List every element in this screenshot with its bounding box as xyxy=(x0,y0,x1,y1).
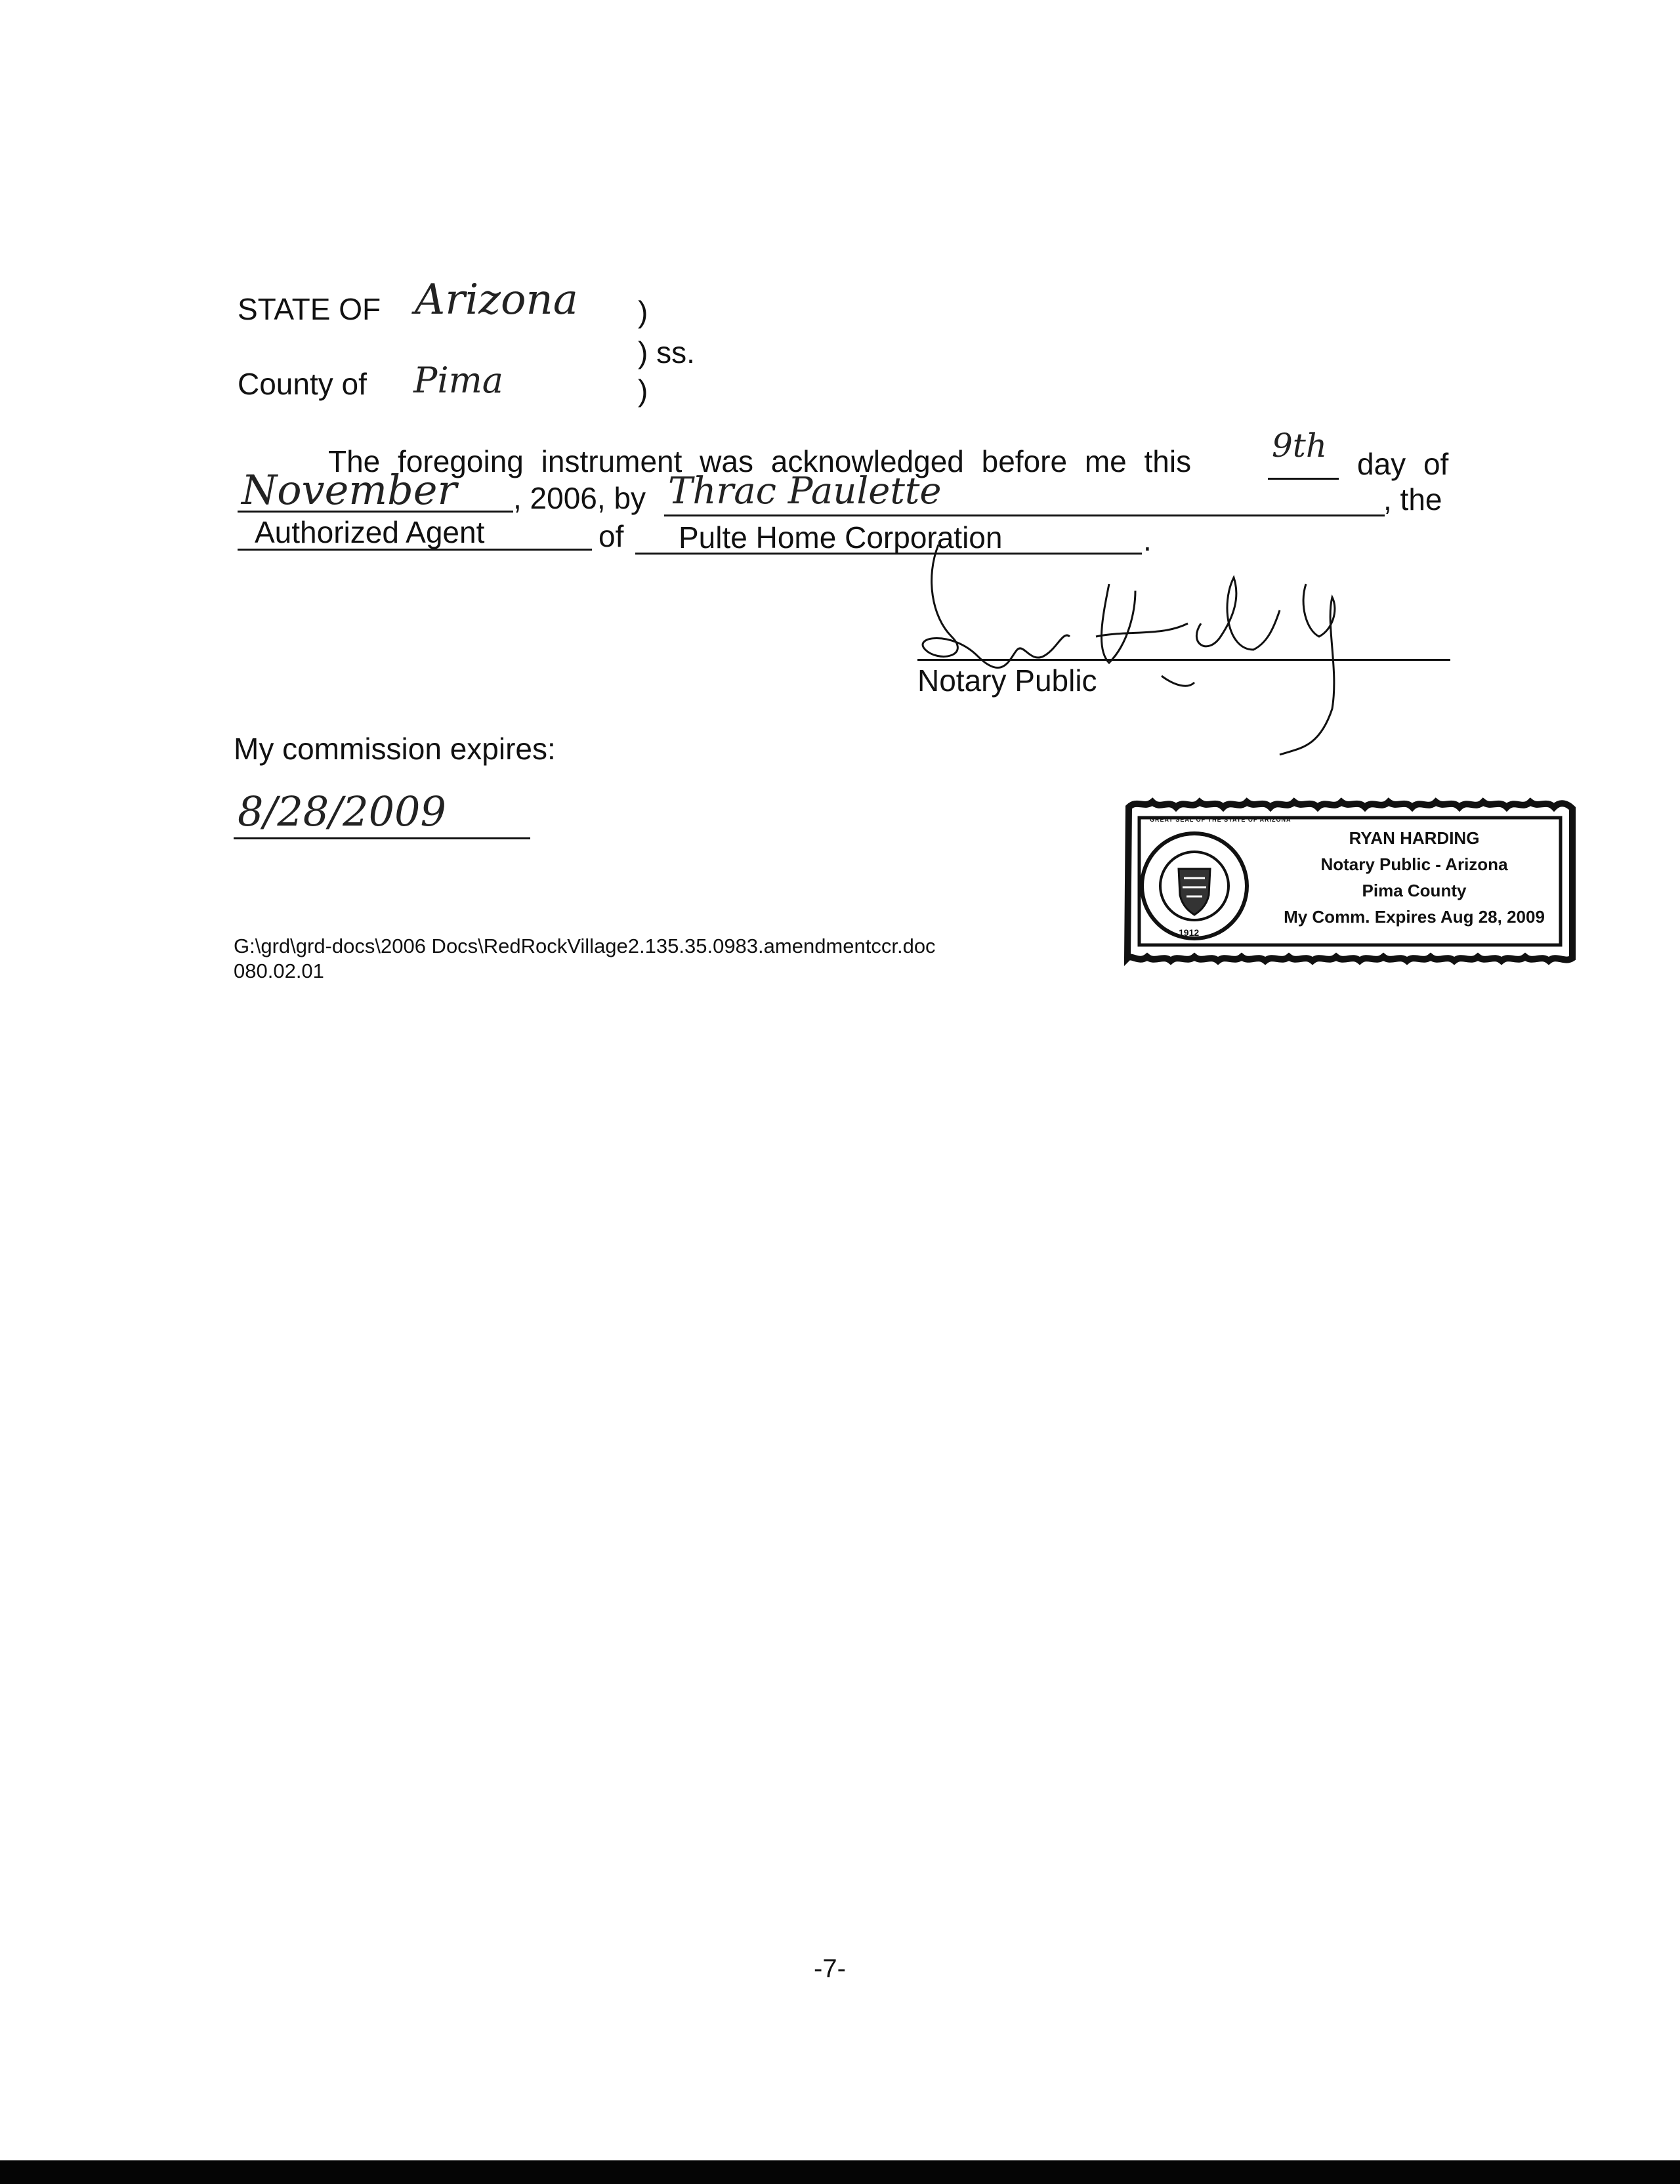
state-handwritten: Arizona xyxy=(415,276,578,324)
period: . xyxy=(1143,523,1152,557)
of-text: of xyxy=(598,519,624,553)
commission-date-handwritten: 8/28/2009 xyxy=(238,788,446,835)
the-text: , the xyxy=(1383,482,1442,516)
county-handwritten: Pima xyxy=(413,360,504,401)
year-by-text: , 2006, by xyxy=(513,481,646,515)
county-label: County of xyxy=(238,367,367,401)
notary-signature-image xyxy=(912,538,1398,761)
title-typed: Authorized Agent xyxy=(255,515,485,549)
day-of-text: day of xyxy=(1357,447,1449,481)
file-path: G:\grd\grd-docs\2006 Docs\RedRockVillage2.135.35.0983.amendmentccr.doc xyxy=(234,934,936,957)
day-handwritten: 9th xyxy=(1272,427,1328,465)
stamp-title: Notary Public - Arizona xyxy=(1320,854,1508,874)
stamp-expires: My Comm. Expires Aug 28, 2009 xyxy=(1284,907,1545,927)
title-underline xyxy=(238,549,592,551)
ack-line1: The foregoing instrument was acknowledged before me this xyxy=(328,444,1192,478)
month-handwritten: November xyxy=(242,466,457,514)
stamp-county: Pima County xyxy=(1362,881,1467,900)
day-underline xyxy=(1268,478,1339,480)
scan-edge xyxy=(0,2160,1680,2184)
seal-ring-text: GREAT SEAL OF THE STATE OF ARIZONA xyxy=(1150,816,1292,823)
company-typed: Pulte Home Corporation xyxy=(679,520,1003,555)
doc-code: 080.02.01 xyxy=(234,959,324,982)
page-number: -7- xyxy=(814,1954,846,1983)
stamp-name: RYAN HARDING xyxy=(1349,828,1480,848)
ss-mark: ) ss. xyxy=(638,335,695,369)
signer-handwritten: Thrac Paulette xyxy=(668,470,942,513)
signature-line xyxy=(917,659,1450,661)
seal-year: 1912 xyxy=(1179,927,1200,938)
commission-underline xyxy=(234,837,530,839)
month-underline xyxy=(238,511,513,513)
state-label: STATE OF xyxy=(238,292,381,326)
commission-label: My commission expires: xyxy=(234,732,556,766)
notary-public-label: Notary Public xyxy=(917,663,1097,698)
paren-bottom: ) xyxy=(638,373,648,408)
signer-underline xyxy=(664,514,1385,516)
paren-top: ) xyxy=(638,295,648,329)
